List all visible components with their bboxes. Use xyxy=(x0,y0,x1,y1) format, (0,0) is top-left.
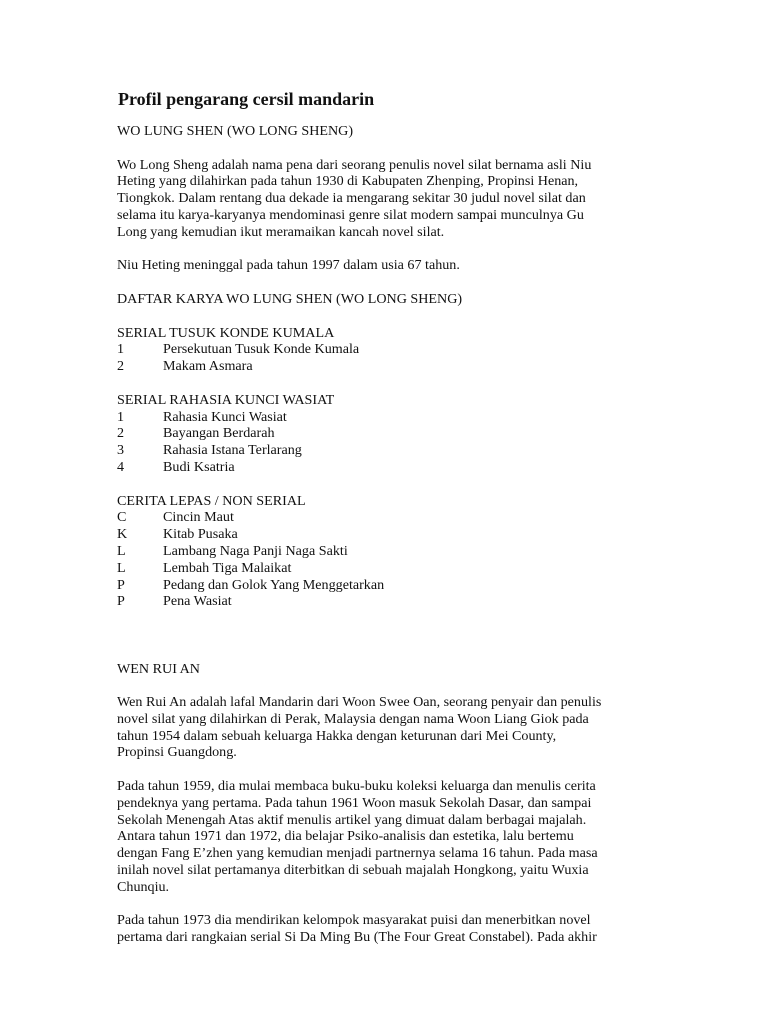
list-item xyxy=(117,560,647,577)
item-number: 4 xyxy=(117,458,125,475)
series-2 xyxy=(117,392,647,476)
list-item xyxy=(117,409,647,426)
list-item xyxy=(117,442,647,459)
item-number: P xyxy=(117,593,125,610)
item-title: Persekutuan Tusuk Konde Kumala xyxy=(163,341,360,358)
list-item xyxy=(117,341,647,358)
item-number: L xyxy=(117,542,126,559)
item-number: K xyxy=(117,526,128,543)
author2-paragraph: Wen Rui An adalah lafal Mandarin dari Woon Swee Oan, seorang penyair dan penulis novel silat yang dilahirkan di Perak, Malaysia dengan nama Woon Liang Giok pada tahun 1954 dalam sebuah keluarga Hakka dengan keturunan dari Mei County, Propinsi Guangdong. xyxy=(117,694,602,761)
list-item xyxy=(117,509,647,526)
author2-paragraph: Pada tahun 1959, dia mulai membaca buku-buku koleksi keluarga dan menulis cerita pendeknya yang pertama. Pada tahun 1961 Woon masuk Sekolah Dasar, dan sampai Sekolah Menengah Atas aktif menulis artikel yang dimuat dalam berbagai majalah. Antara tahun 1971 dan 1972, dia belajar Psiko-analisis dan estetika, lalu bertemu dengan Fang E’zhen yang kemudian menjadi partnernya selama 16 tahun. Pada masa inilah novel silat pertamanya diterbitkan di sebuah majalah Hongkong, yaitu Wuxia Chunqiu. xyxy=(117,778,598,895)
author2-paragraph: Pada tahun 1973 dia mendirikan kelompok masyarakat puisi dan menerbitkan novel pertama dari rangkaian serial Si Da Ming Bu (The Four Great Constabel). Pada akhir xyxy=(117,912,597,946)
list-item xyxy=(117,577,647,594)
series-heading: CERITA LEPAS / NON SERIAL xyxy=(117,492,306,509)
document-title: Profil pengarang cersil mandarin xyxy=(118,89,375,109)
item-number: C xyxy=(117,509,127,526)
item-number: 2 xyxy=(117,358,125,375)
item-title: Bayangan Berdarah xyxy=(163,425,275,442)
list-item xyxy=(117,459,647,476)
series-3 xyxy=(117,493,647,611)
item-title: Makam Asmara xyxy=(163,358,253,375)
item-title: Kitab Pusaka xyxy=(163,526,238,543)
series-heading: SERIAL RAHASIA KUNCI WASIAT xyxy=(117,391,335,408)
item-title: Rahasia Kunci Wasiat xyxy=(163,408,287,425)
works-heading: DAFTAR KARYA WO LUNG SHEN (WO LONG SHENG) xyxy=(117,290,463,307)
item-number: 2 xyxy=(117,425,125,442)
series-list xyxy=(117,509,647,610)
item-number: 3 xyxy=(117,442,125,459)
item-number: 1 xyxy=(117,408,125,425)
list-item xyxy=(117,526,647,543)
list-item xyxy=(117,358,647,375)
list-item xyxy=(117,425,647,442)
item-title: Pedang dan Golok Yang Menggetarkan xyxy=(163,576,385,593)
author1-death-note: Niu Heting meninggal pada tahun 1997 dalam usia 67 tahun. xyxy=(117,257,460,274)
author2-heading: WEN RUI AN xyxy=(117,660,200,677)
author1-heading: WO LUNG SHEN (WO LONG SHENG) xyxy=(117,123,354,139)
item-title: Lembah Tiga Malaikat xyxy=(163,559,292,576)
author1-bio: Wo Long Sheng adalah nama pena dari seorang penulis novel silat bernama asli Niu Heting yang dilahirkan pada tahun 1930 di Kabupaten Zhenping, Propinsi Henan, Tiongkok. Dalam rentang dua dekade ia mengarang sekitar 30 judul novel silat dan selama itu karya-karyanya mendominasi genre silat modern sampai munculnya Gu Long yang kemudian ikut meramaikan kancah novel silat. xyxy=(117,156,592,240)
item-title: Lambang Naga Panji Naga Sakti xyxy=(163,542,348,559)
item-title: Cincin Maut xyxy=(163,509,234,526)
list-item xyxy=(117,543,647,560)
section-spacer xyxy=(117,627,647,661)
item-number: 1 xyxy=(117,341,125,358)
series-list xyxy=(117,341,647,375)
item-number: L xyxy=(117,559,126,576)
item-number: P xyxy=(117,576,125,593)
item-title: Pena Wasiat xyxy=(163,593,232,610)
series-heading: SERIAL TUSUK KONDE KUMALA xyxy=(117,324,335,341)
list-item xyxy=(117,593,647,610)
series-1 xyxy=(117,325,647,375)
document-body xyxy=(117,123,647,963)
series-list xyxy=(117,409,647,476)
item-title: Rahasia Istana Terlarang xyxy=(163,442,302,459)
item-title: Budi Ksatria xyxy=(163,458,235,475)
